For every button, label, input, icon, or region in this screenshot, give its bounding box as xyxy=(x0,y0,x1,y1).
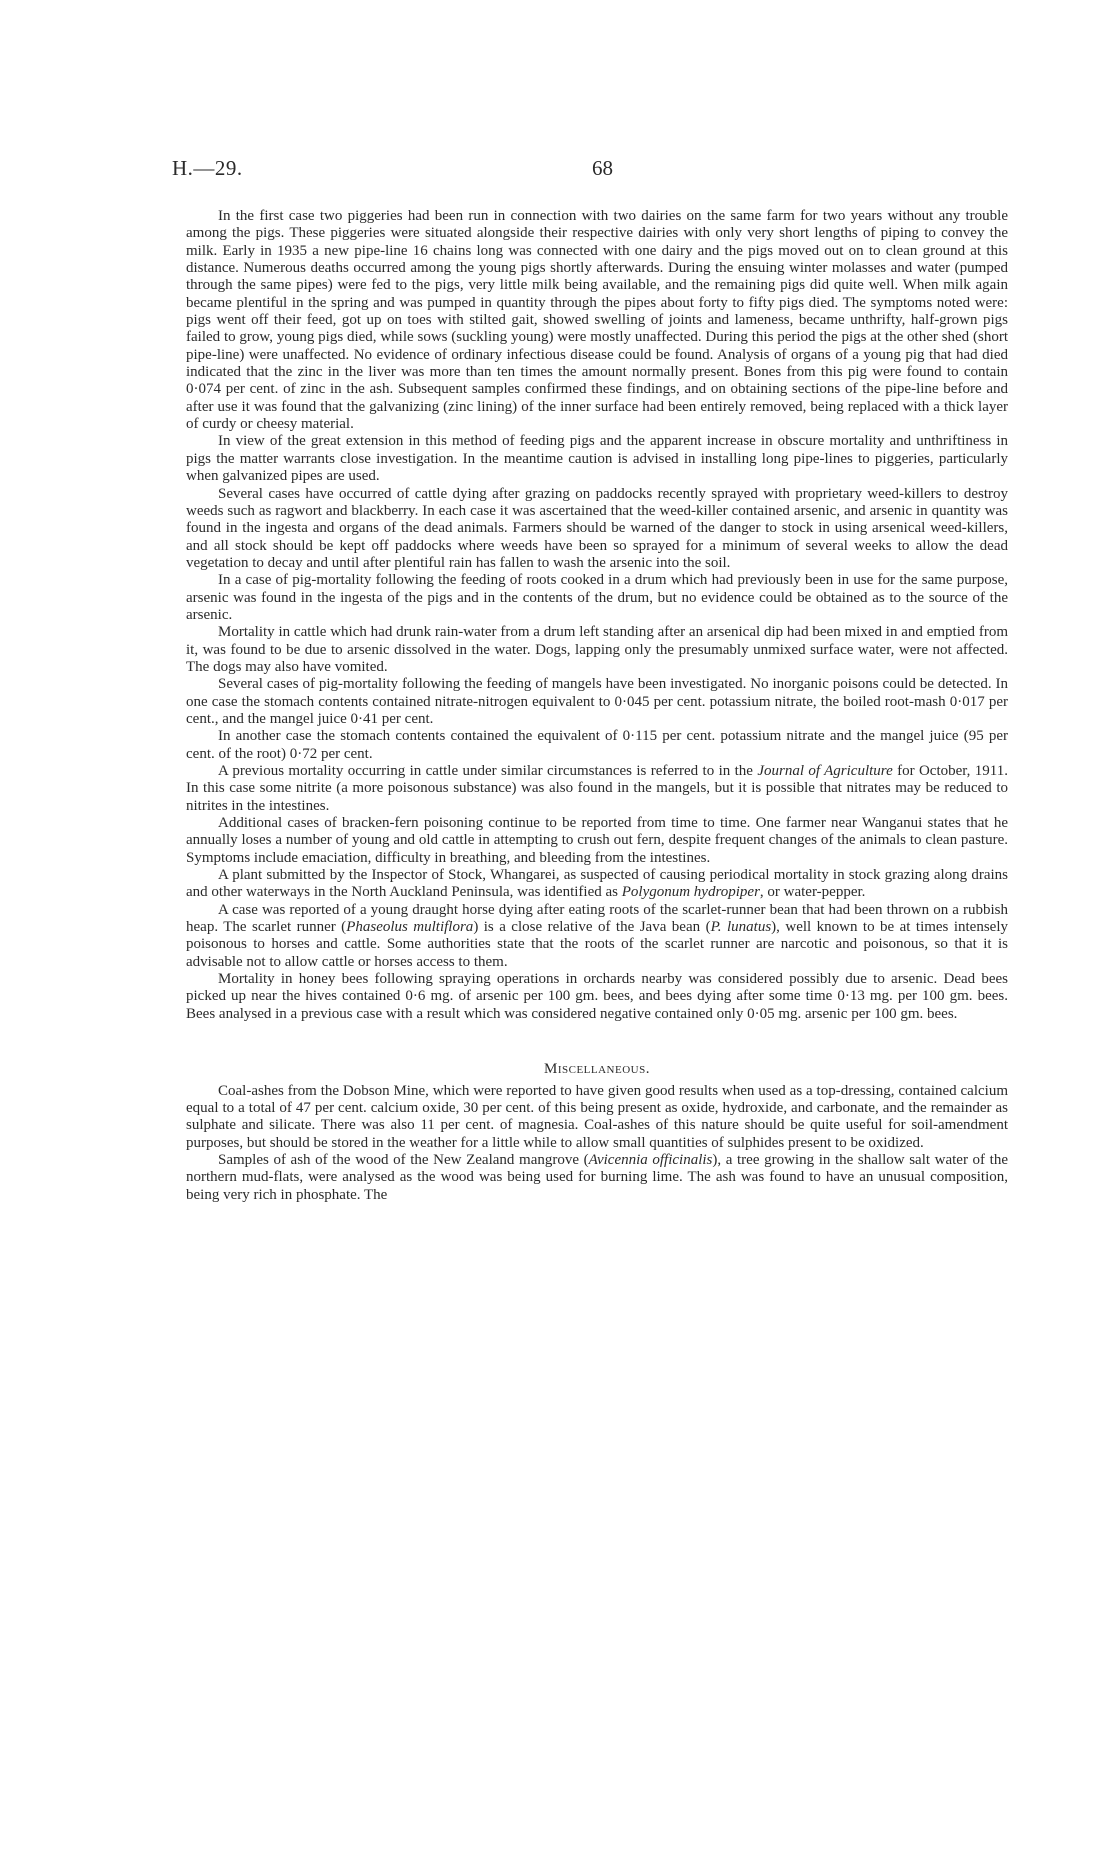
text-run: , or water-pepper. xyxy=(759,884,866,901)
paragraph xyxy=(186,1083,1008,1152)
text-run: In another case the stomach contents contained the equivalent of 0·115 per cent. potassium nitrate and the mangel juice (95 per cent. of the root) 0·72 per cent. xyxy=(186,728,1008,762)
italic-text: Phaseolus multiflora xyxy=(346,919,474,936)
italic-text: P. lunatus xyxy=(710,919,772,936)
text-run: A case was reported of a young draught horse dying after eating roots of the scarlet-runner bean that had been thrown on a rubbish heap. The scarlet runner ( xyxy=(186,901,1008,936)
text-run: Coal-ashes from the Dobson Mine, which were reported to have given good results when used as a top-dressing, contained calcium equal to a total of 47 per cent. calcium oxide, 30 per cent. of this being present as oxide, hydroxide, and carbonate, and the remainder as sulphate and silicate. There was also 11 per cent. of magnesia. Coal-ashes of this nature should be quite useful for soil-amendment purposes, but should be stored in the weather for a little while to allow small quantities of sulphides present to be oxidized. xyxy=(186,1082,1008,1151)
page-number: 68 xyxy=(592,156,613,180)
text-run: ), a tree growing in the shallow salt water of the northern mud-flats, were analysed as the wood was being used for burning lime. The ash was found to have an unusual composition, being very rich in phosphate. The xyxy=(186,1151,1008,1203)
text-run: ) is a close relative of the Java bean ( xyxy=(473,919,711,936)
paragraph xyxy=(186,486,1008,573)
text-run: A plant submitted by the Inspector of Stock, Whangarei, as suspected of causing periodical mortality in stock grazing along drains and other waterways in the North Auckland Peninsula, was identified as xyxy=(186,867,1008,901)
paragraph xyxy=(186,433,1008,485)
text-run: Several cases of pig-mortality following the feeding of mangels have been investigated. No inorganic poisons could be detected. In one case the stomach contents contained nitrate-nitrogen equivalent to 0·045 per cent. potassium nitrate, the boiled root-mash 0·017 per cent., and the mangel juice 0·41 per cent. xyxy=(186,676,1008,727)
paragraph xyxy=(186,815,1008,867)
section-heading: Miscellaneous. xyxy=(544,1061,650,1078)
page-header xyxy=(172,156,952,186)
text-run: In view of the great extension in this method of feeding pigs and the apparent increase in obscure mortality and unthriftiness in pigs the matter warrants close investigation. In the meantime caution is advised in installing long pipe-lines to piggeries, particularly when galvanized pipes are used. xyxy=(186,433,1008,485)
section-paragraph-list xyxy=(186,1083,1008,1204)
report-reference: H.—29. xyxy=(172,156,243,180)
text-run: In the first case two piggeries had been run in connection with two dairies on the same farm for two years without any trouble among the pigs. These piggeries were situated alongside their respective dairies with only very short lengths of piping to convey the milk. Early in 1935 a new pipe-line 16 chains long was connected with one dairy and the pigs moved out on to clean ground at this distance. Numerous deaths occurred among the young pigs shortly afterwards. During the ensuing winter molasses and water (pumped through the same pipes) were fed to the pigs, very little milk being available, and the remaining pigs did quite well. When milk again became plentiful in the spring and was pumped in quantity through the pipes about forty to fifty pigs died. The symptoms noted were: pigs went off their feed, got up on toes with stilted gait, showed swelling of joints and lameness, became unthrifty, half-grown pigs failed to grow, young pigs died, while sows (suckling young) were mostly unaffected. During this period the pigs at the other shed (short pipe-line) were unaffected. No evidence of ordinary infectious disease could be found. Analysis of organs of a young pig that had died indicated that the zinc in the liver was more than ten times the amount normally present. Bones from this pig were found to contain 0·074 per cent. of zinc in the ash. Subsequent samples confirmed these findings, and on obtaining sections of the pipe-line before and after use it was found that the galvanizing (zinc lining) of the inner surface had been entirely removed, being replaced with a thick layer of curdy or cheesy material. xyxy=(186,208,1008,433)
text-run: for October, 1911. In this case some nitrite (a more poisonous substance) was also found in the mangels, but it is possible that nitrates may be reduced to nitrites in the intestines. xyxy=(186,763,1008,814)
body-text xyxy=(186,208,1008,1204)
text-run: A previous mortality occurring in cattle under similar circumstances is referred to in the xyxy=(218,763,758,779)
text-run: Additional cases of bracken-fern poisoning continue to be reported from time to time. One farmer near Wanganui states that he annually loses a number of young and old cattle in attempting to crush out fern, despite frequent changes of the animals to clean pasture. Symptoms include emaciation, difficulty in breathing, and bleeding from the intestines. xyxy=(186,815,1008,866)
text-run: Samples of ash of the wood of the New Zealand mangrove ( xyxy=(218,1151,589,1168)
italic-text: Journal of Agriculture xyxy=(757,763,893,779)
italic-text: Avicennia officinalis xyxy=(588,1151,713,1168)
text-run: Mortality in cattle which had drunk rain-water from a drum left standing after an arsenical dip had been mixed in and emptied from it, was found to be due to arsenic dissolved in the water. Dogs, lapping only the presumably unmixed surface water, were not affected. The dogs may also have vomited. xyxy=(186,624,1008,675)
paragraph xyxy=(186,1152,1008,1204)
paragraph-list xyxy=(186,208,1008,1023)
italic-text: Polygonum hydropiper xyxy=(621,884,760,901)
paragraph xyxy=(186,624,1008,676)
paragraph xyxy=(186,728,1008,763)
paragraph xyxy=(186,971,1008,1023)
paragraph xyxy=(186,676,1008,728)
paragraph xyxy=(186,902,1008,971)
text-run: Several cases have occurred of cattle dying after grazing on paddocks recently sprayed with proprietary weed-killers to destroy weeds such as ragwort and blackberry. In each case it was ascertained that the weed-killer contained arsenic, and arsenic in quantity was found in the ingesta and organs of the dead animals. Farmers should be warned of the danger to stock in using arsenical weed-killers, and all stock should be kept off paddocks where weeds have been so sprayed for a minimum of several weeks to allow the dead vegetation to decay and until after plentiful rain has fallen to wash the arsenic into the soil. xyxy=(186,485,1008,571)
text-run: Mortality in honey bees following spraying operations in orchards nearby was considered possibly due to arsenic. Dead bees picked up near the hives contained 0·6 mg. of arsenic per 100 gm. bees, and bees dying after some time 0·13 mg. per 100 gm. bees. Bees analysed in a previous case with a result which was considered negative contained only 0·05 mg. arsenic per 100 gm. bees. xyxy=(186,971,1008,1022)
paragraph xyxy=(186,763,1008,815)
paragraph xyxy=(186,208,1008,433)
paragraph xyxy=(186,867,1008,902)
text-run: In a case of pig-mortality following the feeding of roots cooked in a drum which had previously been in use for the same purpose, arsenic was found in the ingesta of the pigs and in the contents of the drum, but no evidence could be obtained as to the source of the arsenic. xyxy=(186,572,1008,623)
paragraph xyxy=(186,572,1008,624)
text-run: ), well known to be at times intensely poisonous to horses and cattle. Some authorities state that the roots of the scarlet runner are narcotic and poisonous, so that it is advisable not to allow cattle or horses access to them. xyxy=(186,919,1009,970)
